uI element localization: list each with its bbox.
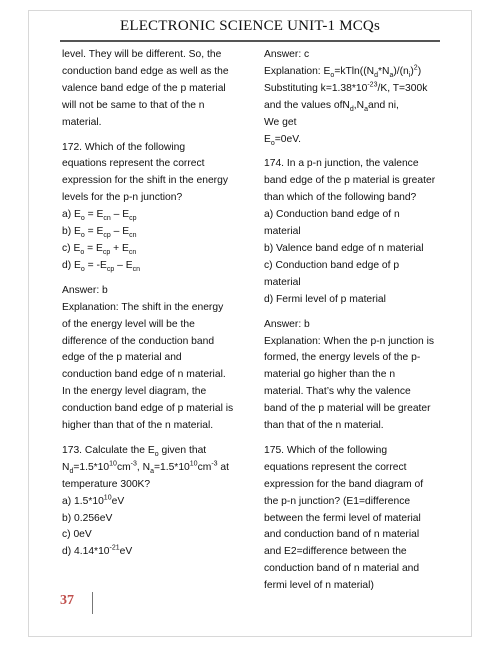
page-header: ELECTRONIC SCIENCE UNIT-1 MCQs: [119, 18, 381, 34]
option-173-c: c) 0eV: [62, 529, 92, 541]
question-173: 173. Calculate the $E_o$ given that $N_d=1.5*10^{10}cm^{-3}$, $N_a=1.5*10^{10}cm^{-3}$ at temperature 300K? a) $1.5*10^{10}eV$ b) 0.256eV c) 0eV d) $4.14*10^{-21}eV$: [62, 444, 229, 558]
question-172: 172. Which of the following equations represent the correct expression for the shift in the energy levels for the p-n junction? a) $E_o = E_{cn} - E_{cp}$ b) $E_o = E_{cp} - E_{cn}$ c) $E_o = E_{cp} + E_{cn}$ d) $E_o = -E_{cp} - E_{cn}$: [62, 141, 228, 273]
answer-173: Answer: c Explanation: $E_o=kTln((N_d*N_a)/(n_i)^2)$ Substituting $k=1.38*10^{-23}/K$, T=300k and the values $ofN_d,N_aand$ ni, We get $E_o=0eV$.: [264, 49, 428, 147]
left-column: [62, 47, 245, 561]
answer-172: Answer: b Explanation: The shift in the energy of the energy level will be the difference of the conduction band edge of the p material and conduction band edge of n material. In the energy level diagram, the conduction band edge of p material is higher than that of the n material.: [62, 284, 234, 432]
continued-text: level. They will be different. So, the conduction band edge as well as the valence band edge of the p material will not be same to that of the n material.: [62, 49, 229, 128]
answer-174: Answer: b Explanation: When the p-n junction is formed, the energy levels of the p- material go higher than the n material. That’s why the valence band of the p material will be greater than that of the n material.: [264, 318, 434, 432]
question-174: 174. In a p-n junction, the valence band edge of the p material is greater than which of the following band? a) Conduction band edge of n material b) Valence band edge of n material c) Conduction band edge of p material d) Fermi level of p material: [264, 158, 436, 305]
question-175: 175. Which of the following equations represent the correct expression for the band diagram of the p-n junction? (E1=difference between the fermi level of material and conduction band of n material and E2=difference between the conduction band of n material and fermi level of n material): [264, 444, 424, 592]
footer-divider: [92, 592, 93, 614]
header-rule: [60, 40, 440, 42]
option-173-b: b) 0.256eV: [62, 512, 113, 524]
option-172-d: d) $E_o = -E_{cp} - E_{cn}$: [62, 259, 140, 273]
option-172-b: b) $E_o = E_{cp} - E_{cn}$: [62, 226, 137, 240]
option-173-d: d) $4.14*10^{-21}eV$: [62, 544, 133, 558]
page-number: 37: [60, 593, 74, 608]
right-column: [264, 47, 450, 595]
option-174-c: c) Conduction band edge of p: [264, 259, 400, 271]
option-172-a: a) $E_o = E_{cn} - E_{cp}$: [62, 209, 137, 223]
option-174-a: a) Conduction band edge of n: [264, 209, 400, 221]
option-174-b: b) Valence band edge of n material: [264, 242, 424, 254]
option-174-d: d) Fermi level of p material: [264, 293, 386, 305]
option-173-a: a) $1.5*10^{10}eV$: [62, 494, 125, 507]
option-172-c: c) $E_o = E_{cp} + E_{cn}$: [62, 242, 137, 257]
